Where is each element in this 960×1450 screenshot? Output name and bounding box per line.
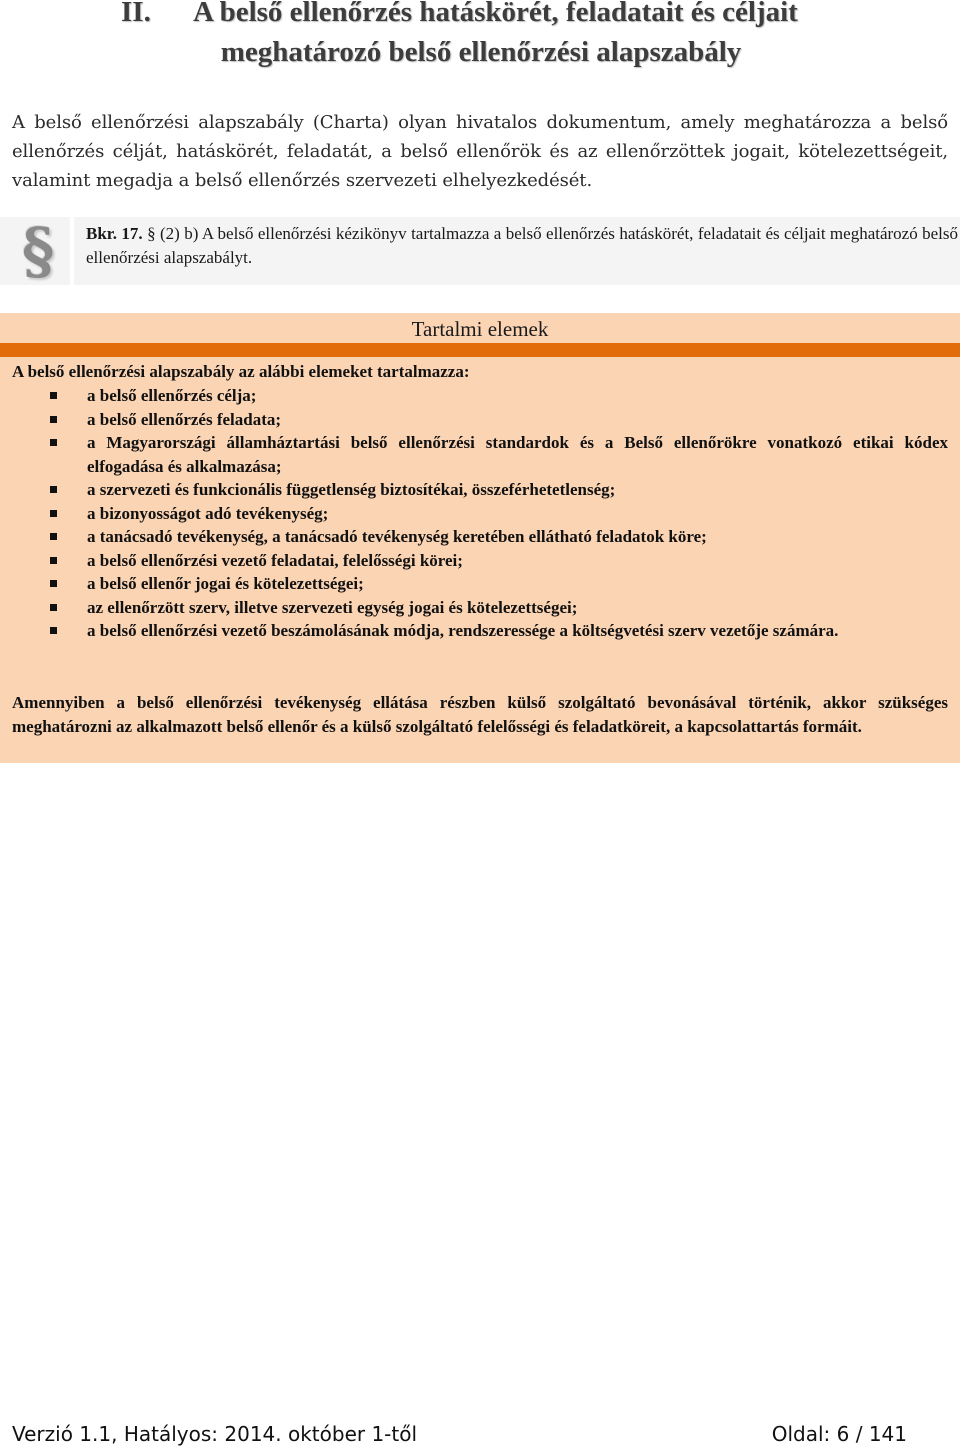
list-item: a szervezeti és funkcionális függetlenség biztosítékai, összeférhetetlenség; [0,478,960,502]
square-bullet-icon [50,557,57,564]
law-text [86,222,958,270]
list-item: a belső ellenőrzési vezető beszámolásának módja, rendszeressége a költségvetési szerv vezetője számára. [0,619,960,643]
list-item: a belső ellenőrzés feladata; [0,408,960,432]
square-bullet-icon [50,439,57,446]
content-list [0,384,960,643]
list-item: a tanácsadó tevékenység, a tanácsadó tevékenység keretében ellátható feladatok köre; [0,525,960,549]
title-line-2: meghatározó belső ellenőrzési alapszabály [220,36,742,68]
content-elements-box [0,313,960,763]
chapter-number: II. [121,0,151,28]
list-item: a Magyarországi államháztartási belső ellenőrzési standardok és a Belső ellenőrökre vonatkozó etikai kódex elfogadása és alkalmazása; [0,431,960,478]
intro-paragraph: A belső ellenőrzési alapszabály (Charta) olyan hivatalos dokumentum, amely meghatározza a belső ellenőrzés célját, hatáskörét, feladatát, a belső ellenőrök és az ellenőrzöttek jogait, kötelezettségeit, valamint megadja a belső ellenőrzés szervezeti elhelyezkedését. [12,112,948,191]
law-body: (2) b) A belső ellenőrzési kézikönyv tartalmazza a belső ellenőrzés hatáskörét, feladatait és céljait meghatározó belső ellenőrzési alapszabályt. [86,224,959,267]
square-bullet-icon [50,627,57,634]
square-bullet-icon [50,486,57,493]
page-title [0,0,960,72]
square-bullet-icon [50,510,57,517]
list-item: a belső ellenőrzési vezető feladatai, felelősségi körei; [0,549,960,573]
square-bullet-icon [50,604,57,611]
paragraph-icon: § [22,214,55,287]
square-bullet-icon [50,416,57,423]
law-reference-box [0,214,960,287]
accent-bar [0,343,960,357]
content-intro: A belső ellenőrzési alapszabály az alábbi elemeket tartalmazza: [12,362,470,381]
content-header: Tartalmi elemek [411,317,549,341]
title-text-1: A belső ellenőrzés hatáskörét, feladatait és céljait [193,0,798,28]
page-footer [12,1418,907,1450]
square-bullet-icon [50,392,57,399]
list-item: a belső ellenőr jogai és kötelezettségei; [0,572,960,596]
content-outro: Amennyiben a belső ellenőrzési tevékenység ellátása részben külső szolgáltató bevonásával történik, akkor szükséges meghatározni az alkalmazott belső ellenőr és a külső szolgáltató felelősségi és feladatköreit, a kapcsolattartás formáit. [12,693,948,736]
version-info: Verzió 1.1, Hatályos: 2014. október 1-től [12,1422,418,1446]
list-item: az ellenőrzött szerv, illetve szervezeti egység jogai és kötelezettségei; [0,596,960,620]
law-reference: Bkr. 17. [86,224,143,243]
section-symbol: § [147,224,156,243]
page-number: Oldal: 6 / 141 [771,1422,907,1446]
title-line-1 [0,0,960,32]
square-bullet-icon [50,533,57,540]
law-text-container [74,217,960,285]
square-bullet-icon [50,580,57,587]
law-icon-container [0,214,70,287]
list-item: a belső ellenőrzés célja; [0,384,960,408]
list-item: a bizonyosságot adó tevékenység; [0,502,960,526]
